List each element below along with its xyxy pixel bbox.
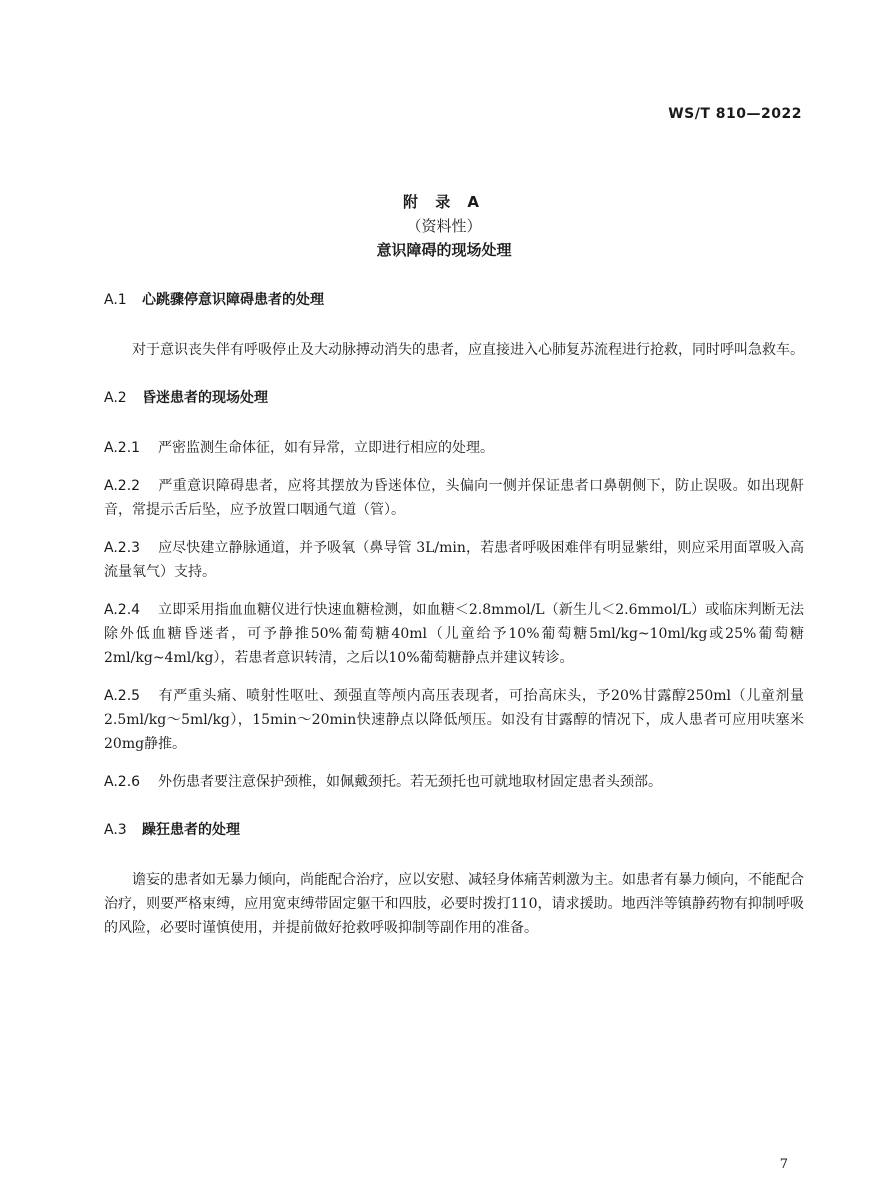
document-body — [104, 288, 804, 960]
section-number: A.2 — [104, 390, 127, 406]
appendix-heading — [0, 190, 888, 262]
page-number: 7 — [779, 1157, 788, 1172]
clause-text: 严密监测生命体征，如有异常，立即进行相应的处理。 — [158, 440, 494, 456]
clause-text: 严重意识障碍患者，应将其摆放为昏迷体位，头偏向一侧并保证患者口鼻朝侧下，防止误吸。如出现鼾音，常提示舌后坠，应予放置口咽通气道（管）。 — [104, 478, 804, 518]
section-heading-a1 — [104, 288, 804, 312]
clause-text: 立即采用指血血糖仪进行快速血糖检测，如血糖＜2.8mmol/L（新生儿＜2.6mmol/L）或临床判断无法除外低血糖昏迷者，可予静推50%葡萄糖40ml（儿童给予10%葡萄糖5ml/kg~10ml/kg或25%葡萄糖2ml/kg~4ml/kg），若患者意识转清，之后以10%葡萄糖静点并建议转诊。 — [104, 602, 804, 666]
clause-number: A.2.6 — [104, 774, 141, 790]
appendix-subject: 意识障碍的现场处理 — [376, 241, 512, 259]
clause-a2-4 — [104, 598, 804, 670]
section-heading-a3 — [104, 818, 804, 842]
clause-number: A.2.2 — [104, 478, 141, 494]
section-a1-body: 对于意识丧失伴有呼吸停止及大动脉搏动消失的患者，应直接进入心肺复苏流程进行抢救，同时呼叫急救车。 — [132, 342, 804, 358]
clause-a2-1 — [104, 436, 804, 460]
section-number: A.3 — [104, 822, 127, 838]
clause-number: A.2.3 — [104, 540, 141, 556]
section-title: 昏迷患者的现场处理 — [142, 390, 268, 406]
appendix-nature: （资料性） — [406, 217, 482, 235]
section-title: 躁狂患者的处理 — [142, 822, 240, 838]
clause-text: 有严重头痛、喷射性呕吐、颈强直等颅内高压表现者，可抬高床头，予20%甘露醇250ml（儿童剂量2.5ml/kg～5ml/kg），15min～20min快速静点以降低颅压。如没有甘露醇的情况下，成人患者可应用呋塞米20mg静推。 — [104, 688, 804, 752]
clause-a2-2 — [104, 474, 804, 522]
clause-number: A.2.4 — [104, 602, 141, 618]
appendix-title: 附 录 A — [402, 193, 486, 211]
clause-a2-6 — [104, 770, 804, 794]
clause-text: 外伤患者要注意保护颈椎，如佩戴颈托。若无颈托也可就地取材固定患者头颈部。 — [158, 774, 662, 790]
standard-code: WS/T 810—2022 — [668, 106, 802, 122]
clause-number: A.2.5 — [104, 688, 141, 704]
section-heading-a2 — [104, 386, 804, 410]
section-a3-body: 谵妄的患者如无暴力倾向，尚能配合治疗，应以安慰、减轻身体痛苦刺激为主。如患者有暴力倾向，不能配合治疗，则要严格束缚，应用宽束缚带固定躯干和四肢，必要时拨打110，请求援助。地西泮等镇静药物有抑制呼吸的风险，必要时谨慎使用，并提前做好抢救呼吸抑制等副作用的准备。 — [104, 872, 804, 936]
section-title: 心跳骤停意识障碍患者的处理 — [142, 292, 324, 308]
section-number: A.1 — [104, 292, 127, 308]
clause-a2-3 — [104, 536, 804, 584]
clause-a2-5 — [104, 684, 804, 756]
clause-text: 应尽快建立静脉通道，并予吸氧（鼻导管 3L/min，若患者呼吸困难伴有明显紫绀，则应采用面罩吸入高流量氧气）支持。 — [104, 540, 804, 580]
clause-number: A.2.1 — [104, 440, 141, 456]
